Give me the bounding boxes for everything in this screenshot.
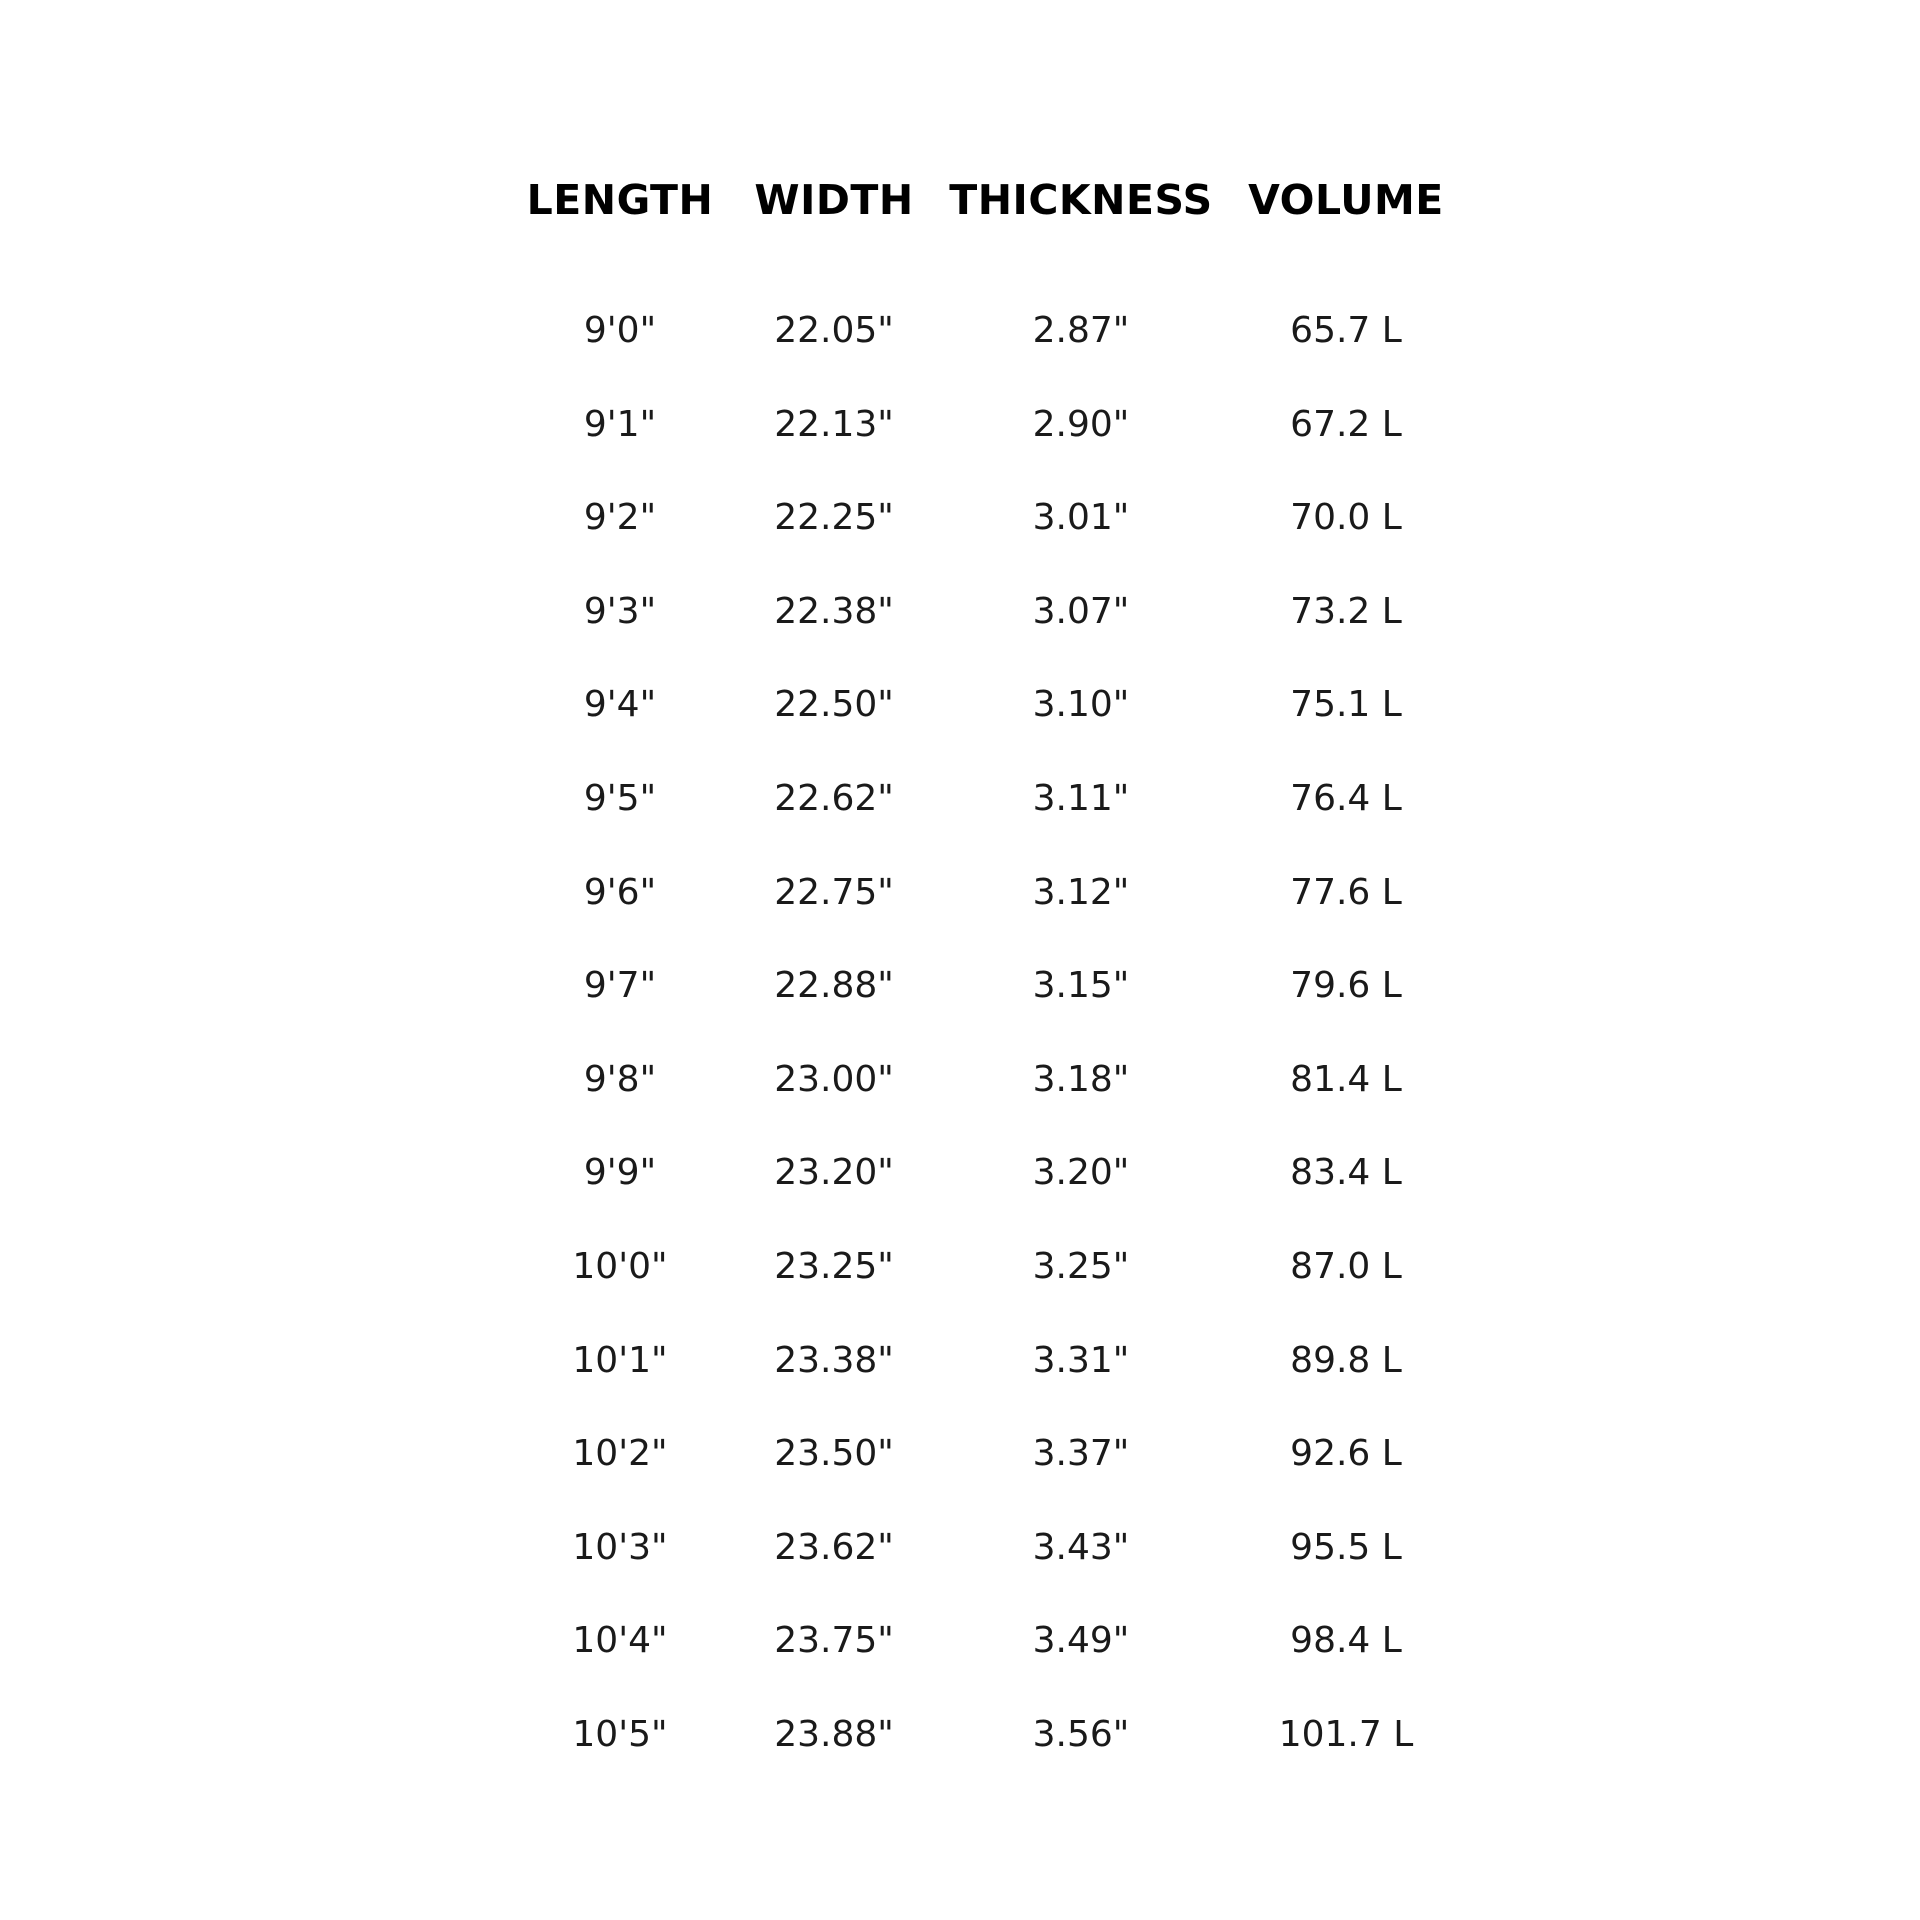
length-cell: 9'8": [583, 1058, 657, 1100]
width-cell: 22.50": [774, 684, 894, 726]
thickness-cell: 3.01": [1032, 497, 1130, 539]
volume-cell: 73.2 L: [1290, 590, 1402, 632]
width-cell: 22.38": [774, 590, 894, 632]
width-cell: 23.88": [774, 1713, 894, 1755]
table-row: [0, 493, 1920, 587]
table-row: [0, 400, 1920, 494]
thickness-cell: 2.90": [1032, 403, 1130, 445]
width-cell: 23.25": [774, 1245, 894, 1287]
table-row: [0, 961, 1920, 1055]
volume-cell: 92.6 L: [1290, 1433, 1402, 1475]
width-cell: 23.50": [774, 1433, 894, 1475]
thickness-cell: 3.25": [1032, 1245, 1130, 1287]
volume-cell: 70.0 L: [1290, 497, 1402, 539]
width-cell: 23.62": [774, 1526, 894, 1568]
volume-cell: 76.4 L: [1290, 777, 1402, 819]
thickness-cell: 3.12": [1032, 871, 1130, 913]
table-row: [0, 680, 1920, 774]
thickness-cell: 3.20": [1032, 1152, 1130, 1194]
width-cell: 22.13": [774, 403, 894, 445]
volume-cell: 81.4 L: [1290, 1058, 1402, 1100]
header-thickness: THICKNESS: [949, 176, 1213, 224]
table-row: [0, 1429, 1920, 1523]
length-cell: 9'4": [583, 684, 657, 726]
table-row: [0, 1336, 1920, 1430]
table-row: [0, 1242, 1920, 1336]
width-cell: 23.38": [774, 1339, 894, 1381]
volume-cell: 67.2 L: [1290, 403, 1402, 445]
table-row: [0, 1523, 1920, 1617]
length-cell: 10'3": [572, 1526, 668, 1568]
thickness-cell: 3.31": [1032, 1339, 1130, 1381]
thickness-cell: 3.07": [1032, 590, 1130, 632]
volume-cell: 89.8 L: [1290, 1339, 1402, 1381]
thickness-cell: 3.11": [1032, 777, 1130, 819]
thickness-cell: 3.10": [1032, 684, 1130, 726]
table-body: [0, 306, 1920, 1804]
table-row: [0, 1148, 1920, 1242]
thickness-cell: 3.49": [1032, 1620, 1130, 1662]
volume-cell: 79.6 L: [1290, 965, 1402, 1007]
table-row: [0, 1055, 1920, 1149]
thickness-cell: 2.87": [1032, 310, 1130, 351]
thickness-cell: 3.56": [1032, 1713, 1130, 1755]
length-cell: 10'1": [572, 1339, 668, 1381]
length-cell: 10'2": [572, 1433, 668, 1475]
header-width: WIDTH: [754, 176, 914, 224]
thickness-cell: 3.43": [1032, 1526, 1130, 1568]
volume-cell: 101.7 L: [1278, 1713, 1414, 1755]
volume-cell: 65.7 L: [1290, 310, 1402, 351]
thickness-cell: 3.15": [1032, 965, 1130, 1007]
length-cell: 10'4": [572, 1620, 668, 1662]
volume-cell: 77.6 L: [1290, 871, 1402, 913]
volume-cell: 95.5 L: [1290, 1526, 1402, 1568]
width-cell: 22.05": [774, 310, 894, 351]
length-cell: 9'6": [583, 871, 657, 913]
table-row: [0, 774, 1920, 868]
length-cell: 9'7": [583, 965, 657, 1007]
length-cell: 9'5": [583, 777, 657, 819]
length-cell: 10'5": [572, 1713, 668, 1755]
header-length: LENGTH: [526, 176, 714, 224]
table-row: [0, 1616, 1920, 1710]
width-cell: 22.75": [774, 871, 894, 913]
thickness-cell: 3.18": [1032, 1058, 1130, 1100]
width-cell: 22.62": [774, 777, 894, 819]
width-cell: 22.88": [774, 965, 894, 1007]
table-row: [0, 306, 1920, 400]
width-cell: 23.00": [774, 1058, 894, 1100]
table-row: [0, 1710, 1920, 1804]
length-cell: 9'3": [583, 590, 657, 632]
table-header-row: [0, 170, 1920, 230]
length-cell: 9'0": [583, 310, 657, 351]
width-cell: 22.25": [774, 497, 894, 539]
volume-cell: 98.4 L: [1290, 1620, 1402, 1662]
volume-cell: 87.0 L: [1290, 1245, 1402, 1287]
length-cell: 9'9": [583, 1152, 657, 1194]
length-cell: 10'0": [572, 1245, 668, 1287]
table-row: [0, 587, 1920, 681]
volume-cell: 83.4 L: [1290, 1152, 1402, 1194]
volume-cell: 75.1 L: [1290, 684, 1402, 726]
length-cell: 9'2": [583, 497, 657, 539]
thickness-cell: 3.37": [1032, 1433, 1130, 1475]
table-row: [0, 868, 1920, 962]
header-volume: VOLUME: [1248, 176, 1444, 224]
width-cell: 23.75": [774, 1620, 894, 1662]
width-cell: 23.20": [774, 1152, 894, 1194]
length-cell: 9'1": [583, 403, 657, 445]
